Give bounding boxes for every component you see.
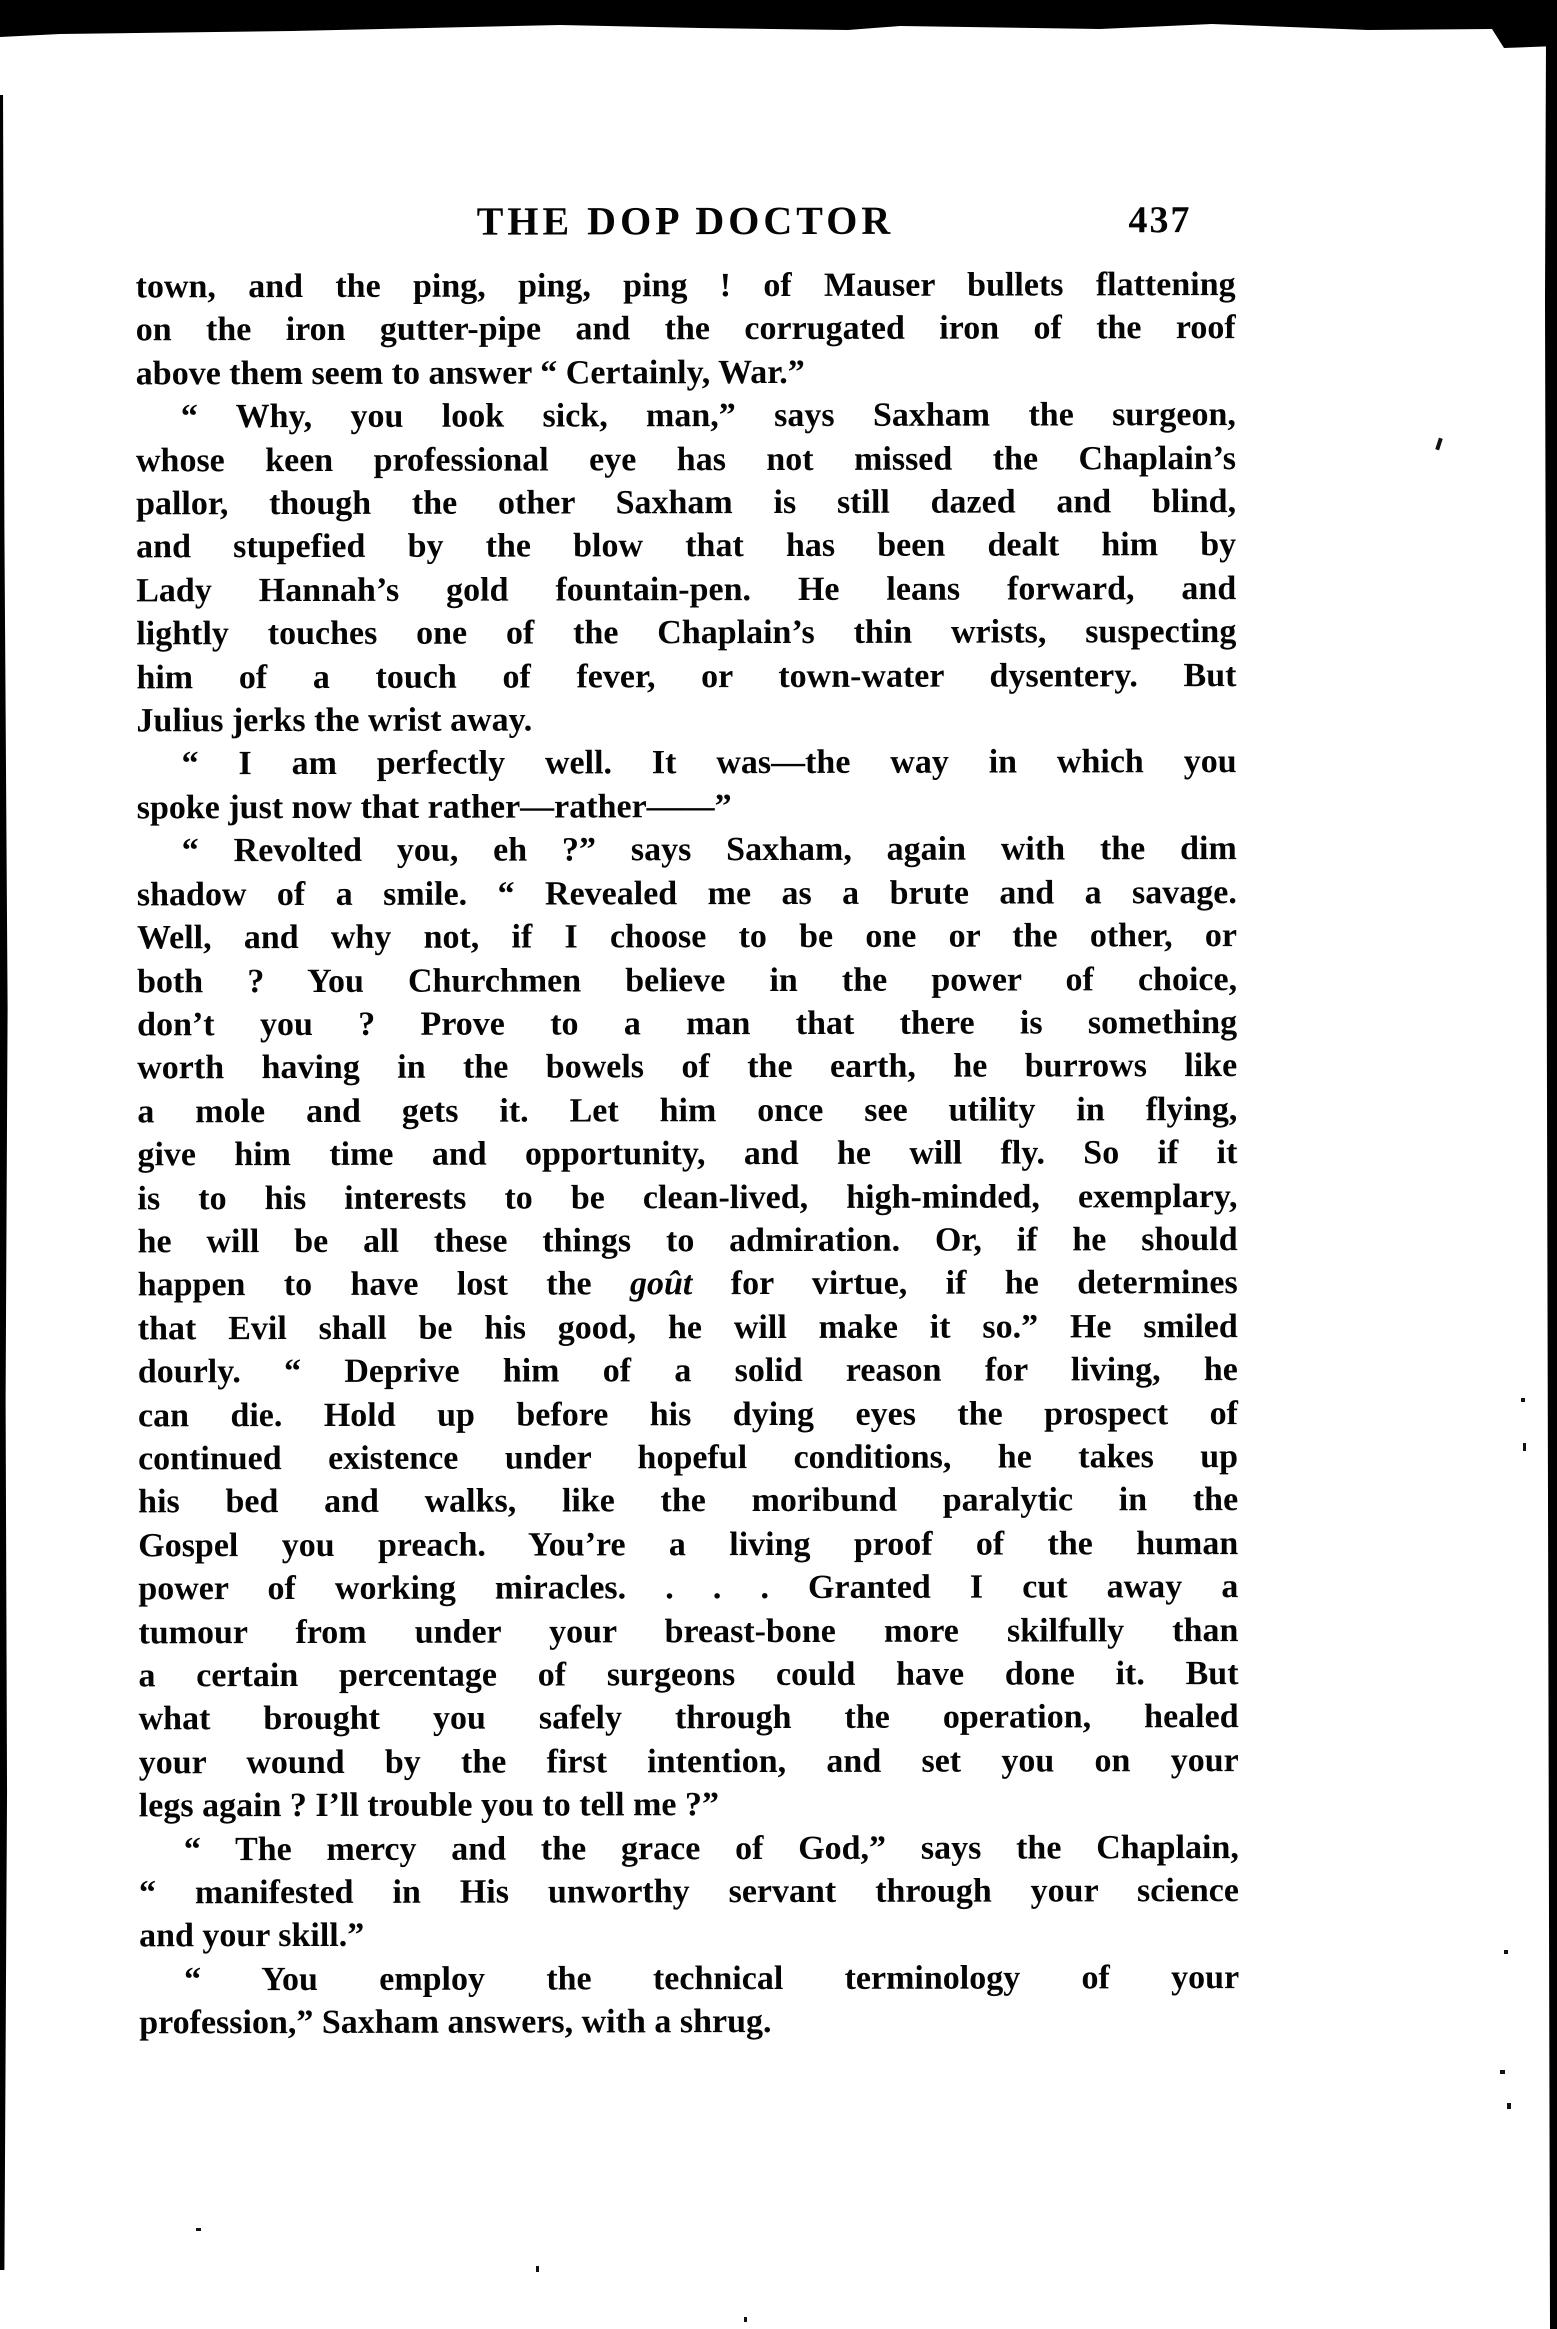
text-line: profession,” Saxham answers, with a shrug. [139, 2003, 772, 2042]
text-line: he will be all these things to admiration. Or, if he should [137, 1220, 1238, 1261]
text-line: that Evil shall be his good, he will make it so.” He smiled [137, 1307, 1238, 1348]
text-line: a certain percentage of surgeons could have done it. But [138, 1655, 1239, 1695]
text-line: and your skill.” [139, 1917, 365, 1955]
text-line: worth having in the bowels of the earth, he burrows like [137, 1047, 1238, 1087]
text-line: legs again ? I’ll trouble you to tell me ?” [138, 1786, 720, 1825]
text-line: pallor, though the other Saxham is still dazed and blind, [136, 483, 1237, 523]
scan-speck [744, 2317, 747, 2322]
text-line: is to his interests to be clean-lived, high-minded, exemplary, [137, 1177, 1238, 1217]
text-line: “ Revolted you, eh ?” says Saxham, again with the dim [181, 830, 1237, 870]
text-line: above them seem to answer “ Certainly, War.” [135, 353, 805, 393]
running-title: THE DOP DOCTOR [476, 197, 895, 244]
text-line: Gospel you preach. You’re a living proof of the human [138, 1524, 1239, 1565]
top-scan-bar [0, 0, 1557, 60]
text-line: Julius jerks the wrist away. [136, 701, 533, 740]
text-line: “ The mercy and the grace of God,” says the Chaplain, [183, 1828, 1239, 1868]
scan-speck [1521, 1398, 1525, 1402]
text-line: both ? You Churchmen believe in the power of choice, [137, 960, 1238, 1000]
text-line: his bed and walks, like the moribund paralytic in the [138, 1481, 1239, 1521]
text-line: can die. Hold up before his dying eyes the prospect of [137, 1394, 1238, 1434]
scan-speck [1500, 2070, 1505, 2074]
text-line: continued existence under hopeful conditions, he takes up [138, 1438, 1239, 1478]
text-line: whose keen professional eye has not missed the Chaplain’s [135, 439, 1236, 479]
text-line: “ manifested in His unworthy servant through your science [138, 1872, 1239, 1912]
text-line: Well, and why not, if I choose to be one or the other, or [136, 917, 1237, 957]
text-block [136, 263, 1240, 2045]
text-line: your wound by the first intention, and set you on your [138, 1741, 1239, 1782]
text-line: lightly touches one of the Chaplain’s thin wrists, suspecting [136, 613, 1237, 653]
text-line: power of working miracles. . . . Granted I cut away a [138, 1568, 1239, 1608]
scan-speck [536, 2266, 539, 2272]
right-scan-edge [1544, 0, 1557, 2329]
text-line: and stupefied by the blow that has been dealt him by [136, 526, 1237, 566]
text-line: don’t you ? Prove to a man that there is something [137, 1003, 1238, 1044]
scan-speck [196, 2228, 201, 2231]
text-line: “ I am perfectly well. It was—the way in which you [181, 743, 1237, 783]
text-line: dourly. “ Deprive him of a solid reason for living, he [137, 1351, 1238, 1391]
text-line: what brought you safely through the operation, healed [138, 1698, 1239, 1738]
text-line: give him time and opportunity, and he will fly. So if it [137, 1134, 1238, 1174]
text-line: Lady Hannah’s gold fountain-pen. He leans forward, and [136, 569, 1237, 610]
scan-speck [1523, 1443, 1526, 1451]
text-line: town, and the ping, ping, ping ! of Mauser bullets flattening [135, 266, 1236, 306]
text-line: “ Why, you look sick, man,” says Saxham the surgeon, [180, 396, 1236, 436]
text-line: “ You employ the technical terminology of your [184, 1958, 1240, 1999]
text-line: shadow of a smile. “ Revealed me as a brute and a savage. [136, 873, 1237, 914]
scan-speck [1435, 438, 1443, 451]
text-line: spoke just now that rather—rather——” [136, 787, 732, 827]
text-line: a mole and gets it. Let him once see utility in flying, [137, 1090, 1238, 1131]
left-scan-edge [0, 95, 8, 2270]
text-line: happen to have lost the goût for virtue, if he determines [137, 1264, 1238, 1304]
text-line: him of a touch of fever, or town-water dysentery. But [136, 656, 1237, 697]
scan-speck [1504, 1950, 1508, 1954]
text-line: on the iron gutter-pipe and the corrugated iron of the roof [135, 309, 1236, 349]
scan-speck [1507, 2103, 1511, 2109]
text-line: tumour from under your breast-bone more skilfully than [138, 1611, 1239, 1651]
page-number: 437 [1128, 199, 1192, 242]
